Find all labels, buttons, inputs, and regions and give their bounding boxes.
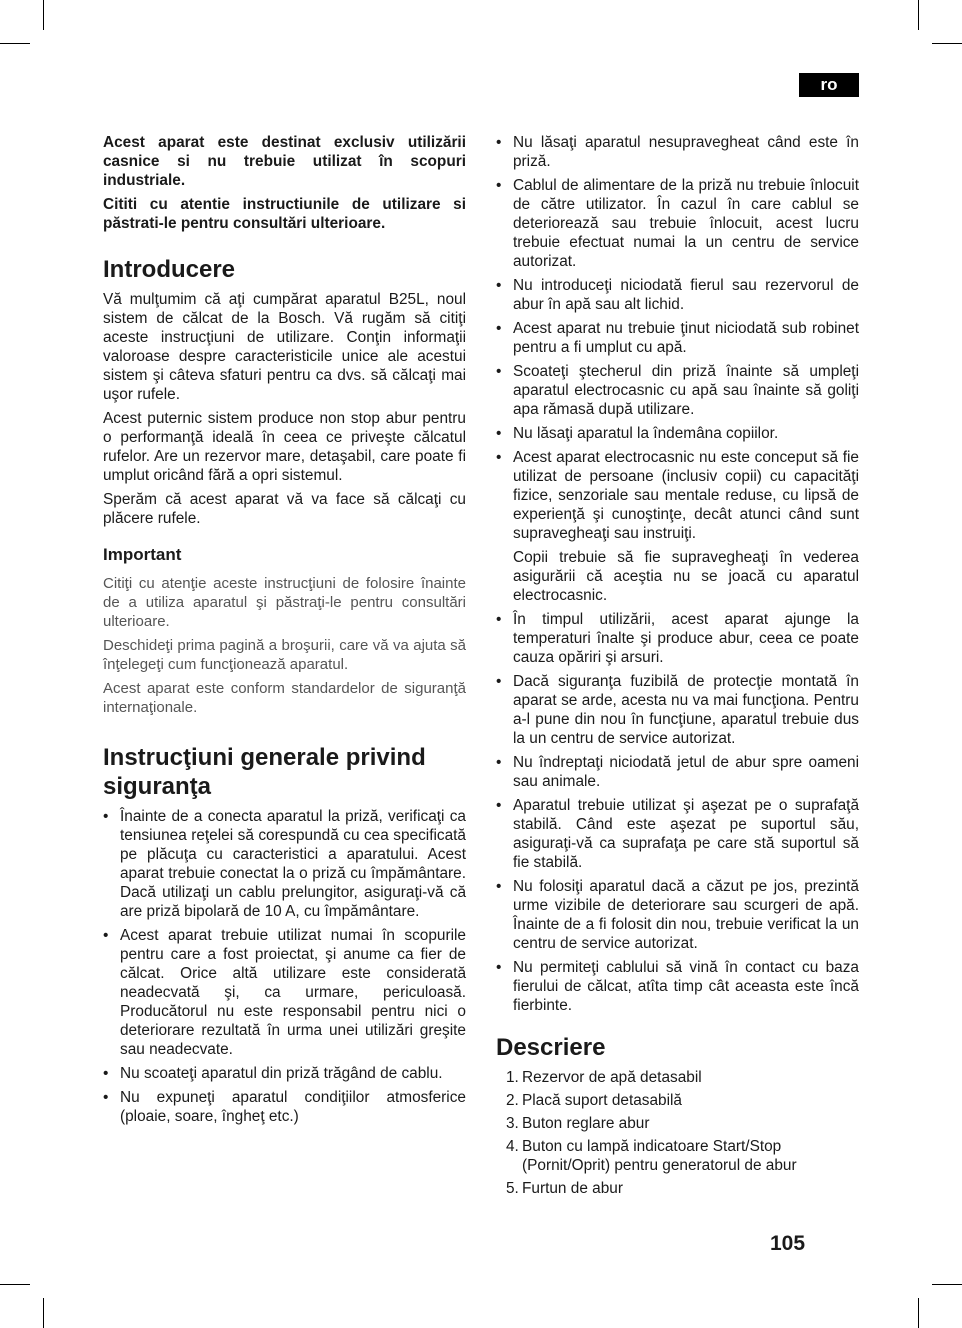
bullet-icon: • [496, 177, 502, 194]
bullet-icon: • [496, 959, 502, 976]
left-column [103, 133, 466, 1131]
bullet-icon: • [103, 808, 109, 825]
list-item: • Nu îndreptaţi niciodată jetul de abur spre oameni sau animale. [496, 754, 859, 790]
list-item: • Nu lăsaţi aparatul la îndemâna copiilor. [496, 425, 779, 442]
list-item: • Nu introduceţi niciodată fierul sau rezervorul de abur în apă sau alt lichid. [496, 277, 859, 313]
bullet-icon: • [496, 277, 502, 294]
crop-mark [0, 1284, 30, 1285]
list-item: • Nu permiteţi cablului să vină în contact cu baza fierului de călcat, atîta timp cât aceasta este încă fierbinte. [496, 959, 859, 1014]
safety-list-right [496, 133, 859, 1015]
crop-mark [43, 0, 44, 30]
list-item: • Nu expuneţi aparatul condiţiilor atmosferice (ploaie, soare, îngheţ etc.) [103, 1089, 466, 1125]
bullet-icon: • [496, 425, 502, 442]
bullet-icon: • [496, 673, 502, 690]
crop-mark [918, 1298, 919, 1328]
bullet-icon: • [103, 1089, 109, 1106]
list-item: • Nu scoateţi aparatul din priză trăgând de cablu. [103, 1065, 443, 1082]
important-heading: Important [103, 545, 182, 564]
crop-mark [918, 0, 919, 30]
important-paragraph: Citiţi cu atenţie aceste instrucţiuni de folosire înainte de a utiliza aparatul şi păstraţi-le pentru consultări ulterioare. [103, 575, 466, 630]
list-item: • Înainte de a conecta aparatul la priză, verificaţi ca tensiunea reţelei să corespundă cu cea specificată pe plăcuţa cu caracteristici a aparatului. Acest aparat trebuie conectat la o priză cu împământare. Dacă utilizaţi un cablu prelungitor, asiguraţi-vă că are priză bipolară de 10 A, cu împământare. [103, 808, 466, 920]
list-item: • Dacă siguranţa fuzibilă de protecţie montată în aparat se arde, acesta nu va mai funcţiona. Pentru a-l pune din nou în funcţiune, aparatul trebuie dus la un centru de service autorizat. [496, 673, 859, 747]
bullet-icon: • [496, 320, 502, 337]
safety-heading: Instrucţiuni generale privind siguranţa [103, 744, 426, 800]
introducere-paragraph: Sperăm că acest aparat vă va face să călcaţi cu plăcere rufele. [103, 491, 466, 527]
right-column [496, 133, 859, 1202]
list-item: • Cablul de alimentare de la priză nu trebuie înlocuit de către utilizator. În cazul în care cablul se deteriorează sau trebuie înlocuit, acest lucru trebuie efectuat numai la un centru de service autorizat. [496, 177, 859, 270]
list-item: • Acest aparat trebuie utilizat numai în scopurile pentru care a fost proiectat, şi anume ca fier de călcat. Orice altă utilizare este considerată neadecvată şi, ca urmare, periculoasă. Producătorul nu este responsabil pentru nici o deteriorare rezultată în urma unei utilizări greşite sau neadecvate. [103, 927, 466, 1058]
crop-mark [932, 43, 962, 44]
bullet-icon: • [496, 754, 502, 771]
list-item: 1. Rezervor de apă detasabil [506, 1069, 702, 1086]
bullet-icon: • [496, 797, 502, 814]
introducere-paragraph: Vă mulţumim că aţi cumpărat aparatul B25L, noul sistem de călcat de la Bosch. Vă rugăm să citiţi aceste instrucţiuni de utilizare. Conţin informaţii valoroase despre caracteristicile unice ale acestui sistem şi câteva sfaturi pentru ca dvs. să călcaţi mai uşor rufele. [103, 291, 466, 403]
safety-list-left [103, 807, 466, 1126]
bullet-icon: • [103, 1065, 109, 1082]
list-item: • Nu lăsaţi aparatul nesupravegheat când este în priză. [496, 134, 859, 170]
page-number: 105 [770, 1232, 806, 1255]
list-item: • Nu folosiţi aparatul dacă a căzut pe jos, prezintă urme vizibile de deteriorare sau scurgeri de apă. Înainte de a fi folosit din nou, trebuie verificat la un centru de service autorizat. [496, 878, 859, 952]
list-item: 3. Buton reglare abur [506, 1115, 650, 1132]
list-item-continuation: Copii trebuie să fie supravegheaţi în vederea asigurării că aceştia nu se joacă cu aparatul electrocasnic. [513, 549, 859, 604]
intro-warning: Acest aparat este destinat exclusiv utilizării casnice si nu trebuie utilizat în scopuri industriale. [103, 134, 466, 189]
list-item: 5. Furtun de abur [506, 1180, 623, 1197]
language-tab: ro [799, 73, 859, 97]
list-item: • Acest aparat electrocasnic nu este conceput să fie utilizat de persoane (inclusiv copii) cu capacităţi fizice, senzoriale sau mentale reduse, cu lipsă de experienţă şi cunoştinţe, decât atunci când sunt supravegheaţi sau instruiţi. [496, 449, 859, 542]
list-item: • Aparatul trebuie utilizat şi aşezat pe o suprafaţă stabilă. Când este aşezat pe suportul său, asiguraţi-vă ca suprafaţa pe care stă suportul să fie stabilă. [496, 797, 859, 871]
bullet-icon: • [496, 363, 502, 380]
important-paragraph: Acest aparat este conform standardelor de siguranţă internaţionale. [103, 680, 466, 716]
descriere-heading: Descriere [496, 1034, 606, 1061]
list-item: • Scoateţi ştecherul din priză înainte să umpleţi aparatul electrocasnic cu apă sau înainte să goliţi apa rămasă după utilizare. [496, 363, 859, 418]
bullet-icon: • [496, 449, 502, 466]
descriere-list [496, 1068, 859, 1198]
introducere-heading: Introducere [103, 256, 236, 283]
bullet-icon: • [496, 878, 502, 895]
list-item: • Acest aparat nu trebuie ţinut niciodată sub robinet pentru a fi umplut cu apă. [496, 320, 859, 356]
list-item: • În timpul utilizării, acest aparat ajunge la temperaturi înalte şi produce abur, ceea ce poate cauza opăriri şi arsuri. [496, 611, 859, 666]
bullet-icon: • [496, 134, 502, 151]
important-paragraph: Deschideţi prima pagină a broşurii, care vă va ajuta să înţelegeţi cum funcţionează aparatul. [103, 637, 466, 673]
introducere-paragraph: Acest puternic sistem produce non stop abur pentru o performanţă ideală în ceea ce priveşte călcatul rufelor. Are un rezervor mare, detaşabil, care poate fi umplut oricând fără a opri sistemul. [103, 410, 466, 484]
crop-mark [43, 1298, 44, 1328]
crop-mark [0, 43, 30, 44]
list-item: 2. Placă suport detasabilă [506, 1092, 682, 1109]
bullet-icon: • [103, 927, 109, 944]
bullet-icon: • [496, 611, 502, 628]
intro-warning: Cititi cu atentie instructiunile de utilizare si păstrati-le pentru consultări ulterioare. [103, 196, 466, 232]
crop-mark [932, 1284, 962, 1285]
list-item: 4. Buton cu lampă indicatoare Start/Stop (Pornit/Oprit) pentru generatorul de abur [506, 1138, 797, 1174]
